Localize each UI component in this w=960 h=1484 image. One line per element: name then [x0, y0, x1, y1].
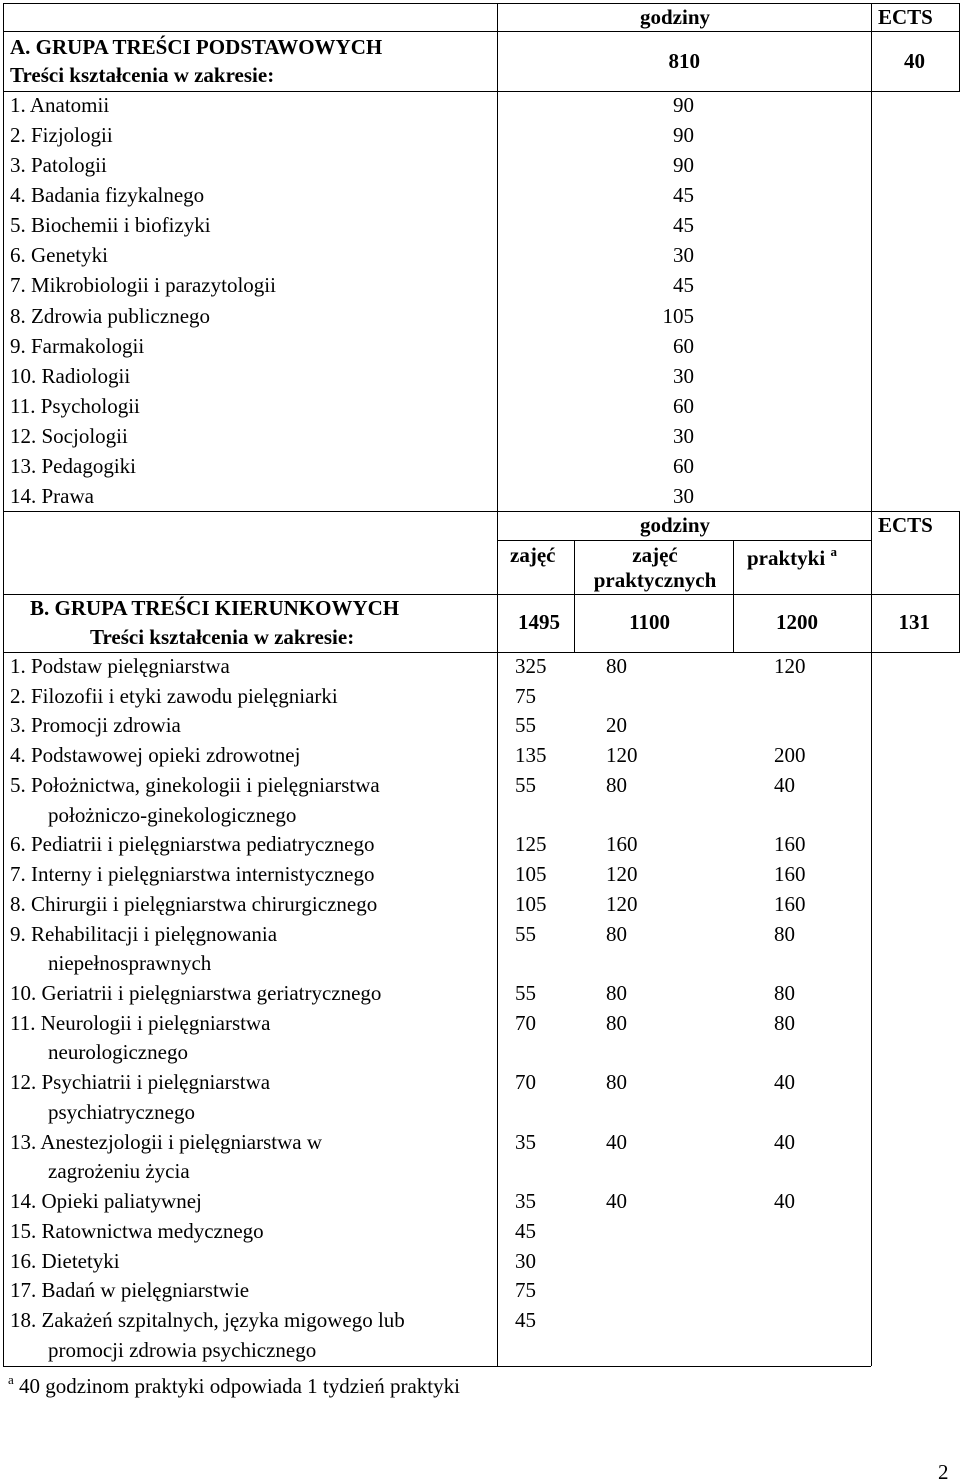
subject-internship-hours: 40	[774, 773, 795, 797]
section-b-title: B. GRUPA TREŚCI KIERUNKOWYCH	[30, 596, 400, 620]
subject-name: 7. Mikrobiologii i parazytologii	[10, 273, 276, 297]
subject-internship-hours: 40	[774, 1189, 795, 1213]
subject-practical-hours: 80	[606, 1070, 627, 1094]
grid-line	[497, 3, 498, 511]
subject-practical-hours: 40	[606, 1130, 627, 1154]
section-a-hours-header: godziny	[640, 5, 711, 29]
subject-name-continued: psychiatrycznego	[48, 1100, 195, 1124]
col-header-classes: zajęć	[510, 543, 556, 567]
subject-name: 10. Geriatrii i pielęgniarstwa geriatrycznego	[10, 981, 382, 1005]
subject-hours: 45	[673, 273, 694, 297]
subject-name: 3. Patologii	[10, 153, 107, 177]
subject-internship-hours: 120	[774, 654, 806, 678]
subject-classes-hours: 135	[515, 743, 547, 767]
subject-hours: 60	[673, 454, 694, 478]
grid-line	[871, 511, 872, 1366]
subject-practical-hours: 80	[606, 922, 627, 946]
subject-classes-hours: 55	[515, 922, 536, 946]
subject-name: 4. Podstawowej opieki zdrowotnej	[10, 743, 301, 767]
subject-practical-hours: 160	[606, 832, 638, 856]
col-header-practical-line1: zajęć	[632, 543, 678, 567]
page-number: 2	[938, 1460, 949, 1484]
subject-internship-hours: 160	[774, 862, 806, 886]
subject-name: 9. Rehabilitacji i pielęgnowania	[10, 922, 278, 946]
subject-name-continued: położniczo-ginekologicznego	[48, 803, 297, 827]
subject-practical-hours: 20	[606, 713, 627, 737]
subject-classes-hours: 55	[515, 773, 536, 797]
section-b-ects-header: ECTS	[878, 513, 933, 537]
section-a-total-hours: 810	[668, 49, 700, 73]
subject-classes-hours: 105	[515, 862, 547, 886]
subject-hours: 30	[673, 484, 694, 508]
subject-name: 6. Pediatrii i pielęgniarstwa pediatrycznego	[10, 832, 375, 856]
subject-name: 3. Promocji zdrowia	[10, 713, 181, 737]
subject-classes-hours: 75	[515, 1278, 536, 1302]
subject-hours: 90	[673, 123, 694, 147]
section-b-total-internship: 1200	[776, 610, 818, 634]
section-a-total-ects: 40	[904, 49, 925, 73]
subject-classes-hours: 30	[515, 1249, 536, 1273]
subject-name: 13. Anestezjologii i pielęgniarstwa w	[10, 1130, 323, 1154]
grid-line	[3, 31, 960, 32]
subject-name: 15. Ratownictwa medycznego	[10, 1219, 264, 1243]
subject-internship-hours: 160	[774, 832, 806, 856]
subject-internship-hours: 80	[774, 1011, 795, 1035]
subject-practical-hours: 80	[606, 773, 627, 797]
grid-line	[3, 594, 960, 595]
subject-name-continued: promocji zdrowia psychicznego	[48, 1338, 317, 1362]
subject-internship-hours: 200	[774, 743, 806, 767]
subject-name: 17. Badań w pielęgniarstwie	[10, 1278, 250, 1302]
subject-name: 13. Pedagogiki	[10, 454, 136, 478]
grid-line	[733, 540, 734, 653]
subject-hours: 90	[673, 153, 694, 177]
subject-name: 7. Interny i pielęgniarstwa internistycznego	[10, 862, 375, 886]
subject-name: 4. Badania fizykalnego	[10, 183, 205, 207]
subject-hours: 45	[673, 183, 694, 207]
subject-name-continued: neurologicznego	[48, 1040, 188, 1064]
subject-internship-hours: 80	[774, 922, 795, 946]
grid-line	[3, 652, 960, 653]
subject-classes-hours: 70	[515, 1070, 536, 1094]
grid-line	[3, 511, 4, 1366]
subject-internship-hours: 40	[774, 1070, 795, 1094]
grid-line	[3, 511, 960, 512]
subject-classes-hours: 45	[515, 1308, 536, 1332]
col-header-practical-line2: praktycznych	[593, 568, 717, 592]
subject-name: 5. Biochemii i biofizyki	[10, 213, 211, 237]
subject-name: 11. Psychologii	[10, 394, 140, 418]
subject-name: 14. Prawa	[10, 484, 94, 508]
section-b-subtitle: Treści kształcenia w zakresie:	[90, 625, 355, 649]
subject-hours: 105	[662, 304, 694, 328]
grid-line	[497, 511, 498, 1366]
section-b-total-practical: 1100	[629, 610, 670, 634]
subject-name: 10. Radiologii	[10, 364, 131, 388]
subject-practical-hours: 120	[606, 862, 638, 886]
section-a-title: A. GRUPA TREŚCI PODSTAWOWYCH	[10, 35, 383, 59]
grid-line	[3, 3, 960, 4]
subject-name: 1. Podstaw pielęgniarstwa	[10, 654, 230, 678]
subject-name: 5. Położnictwa, ginekologii i pielęgniarstwa	[10, 773, 380, 797]
subject-hours: 30	[673, 243, 694, 267]
grid-line	[574, 540, 575, 653]
subject-classes-hours: 325	[515, 654, 547, 678]
subject-name: 8. Chirurgii i pielęgniarstwa chirurgicznego	[10, 892, 378, 916]
subject-name: 1. Anatomii	[10, 93, 110, 117]
subject-name-continued: zagrożeniu życia	[48, 1159, 190, 1183]
subject-practical-hours: 80	[606, 1011, 627, 1035]
subject-hours: 30	[673, 364, 694, 388]
subject-name: 9. Farmakologii	[10, 334, 145, 358]
subject-practical-hours: 80	[606, 654, 627, 678]
subject-hours: 45	[673, 213, 694, 237]
grid-line	[871, 3, 872, 511]
grid-line	[3, 3, 4, 511]
subject-name: 8. Zdrowia publicznego	[10, 304, 211, 328]
subject-classes-hours: 35	[515, 1189, 536, 1213]
section-b-total-classes: 1495	[518, 610, 560, 634]
grid-line	[3, 1366, 871, 1367]
subject-classes-hours: 75	[515, 684, 536, 708]
subject-hours: 60	[673, 334, 694, 358]
subject-name: 14. Opieki paliatywnej	[10, 1189, 202, 1213]
subject-practical-hours: 80	[606, 981, 627, 1005]
subject-hours: 30	[673, 424, 694, 448]
subject-practical-hours: 120	[606, 743, 638, 767]
subject-name: 6. Genetyki	[10, 243, 108, 267]
subject-internship-hours: 160	[774, 892, 806, 916]
subject-classes-hours: 125	[515, 832, 547, 856]
subject-classes-hours: 45	[515, 1219, 536, 1243]
section-b-total-ects: 131	[898, 610, 930, 634]
subject-name: 2. Fizjologii	[10, 123, 113, 147]
section-a-subtitle: Treści kształcenia w zakresie:	[10, 63, 275, 87]
subject-name: 12. Psychiatrii i pielęgniarstwa	[10, 1070, 271, 1094]
subject-practical-hours: 40	[606, 1189, 627, 1213]
section-b-hours-header: godziny	[640, 513, 711, 537]
grid-line	[497, 540, 871, 541]
subject-internship-hours: 80	[774, 981, 795, 1005]
subject-name-continued: niepełnosprawnych	[48, 951, 212, 975]
col-header-internship: praktyki $^a$	[747, 544, 837, 570]
subject-name: 2. Filozofii i etyki zawodu pielęgniarki	[10, 684, 338, 708]
footnote-mark: a	[8, 1372, 14, 1387]
section-a-ects-header: ECTS	[878, 5, 933, 29]
subject-internship-hours: 40	[774, 1130, 795, 1154]
subject-classes-hours: 105	[515, 892, 547, 916]
subject-hours: 60	[673, 394, 694, 418]
subject-practical-hours: 120	[606, 892, 638, 916]
footnote: $^a$ 40 godzinom praktyki odpowiada 1 tydzień praktyki	[8, 1372, 460, 1398]
subject-classes-hours: 70	[515, 1011, 536, 1035]
subject-name: 11. Neurologii i pielęgniarstwa	[10, 1011, 271, 1035]
subject-name: 12. Socjologii	[10, 424, 128, 448]
subject-classes-hours: 55	[515, 981, 536, 1005]
footnote-ref: a	[830, 544, 837, 559]
subject-name: 16. Dietetyki	[10, 1249, 120, 1273]
subject-name: 18. Zakażeń szpitalnych, języka migowego lub	[10, 1308, 405, 1332]
subject-hours: 90	[673, 93, 694, 117]
grid-line	[3, 91, 960, 92]
subject-classes-hours: 55	[515, 713, 536, 737]
subject-classes-hours: 35	[515, 1130, 536, 1154]
